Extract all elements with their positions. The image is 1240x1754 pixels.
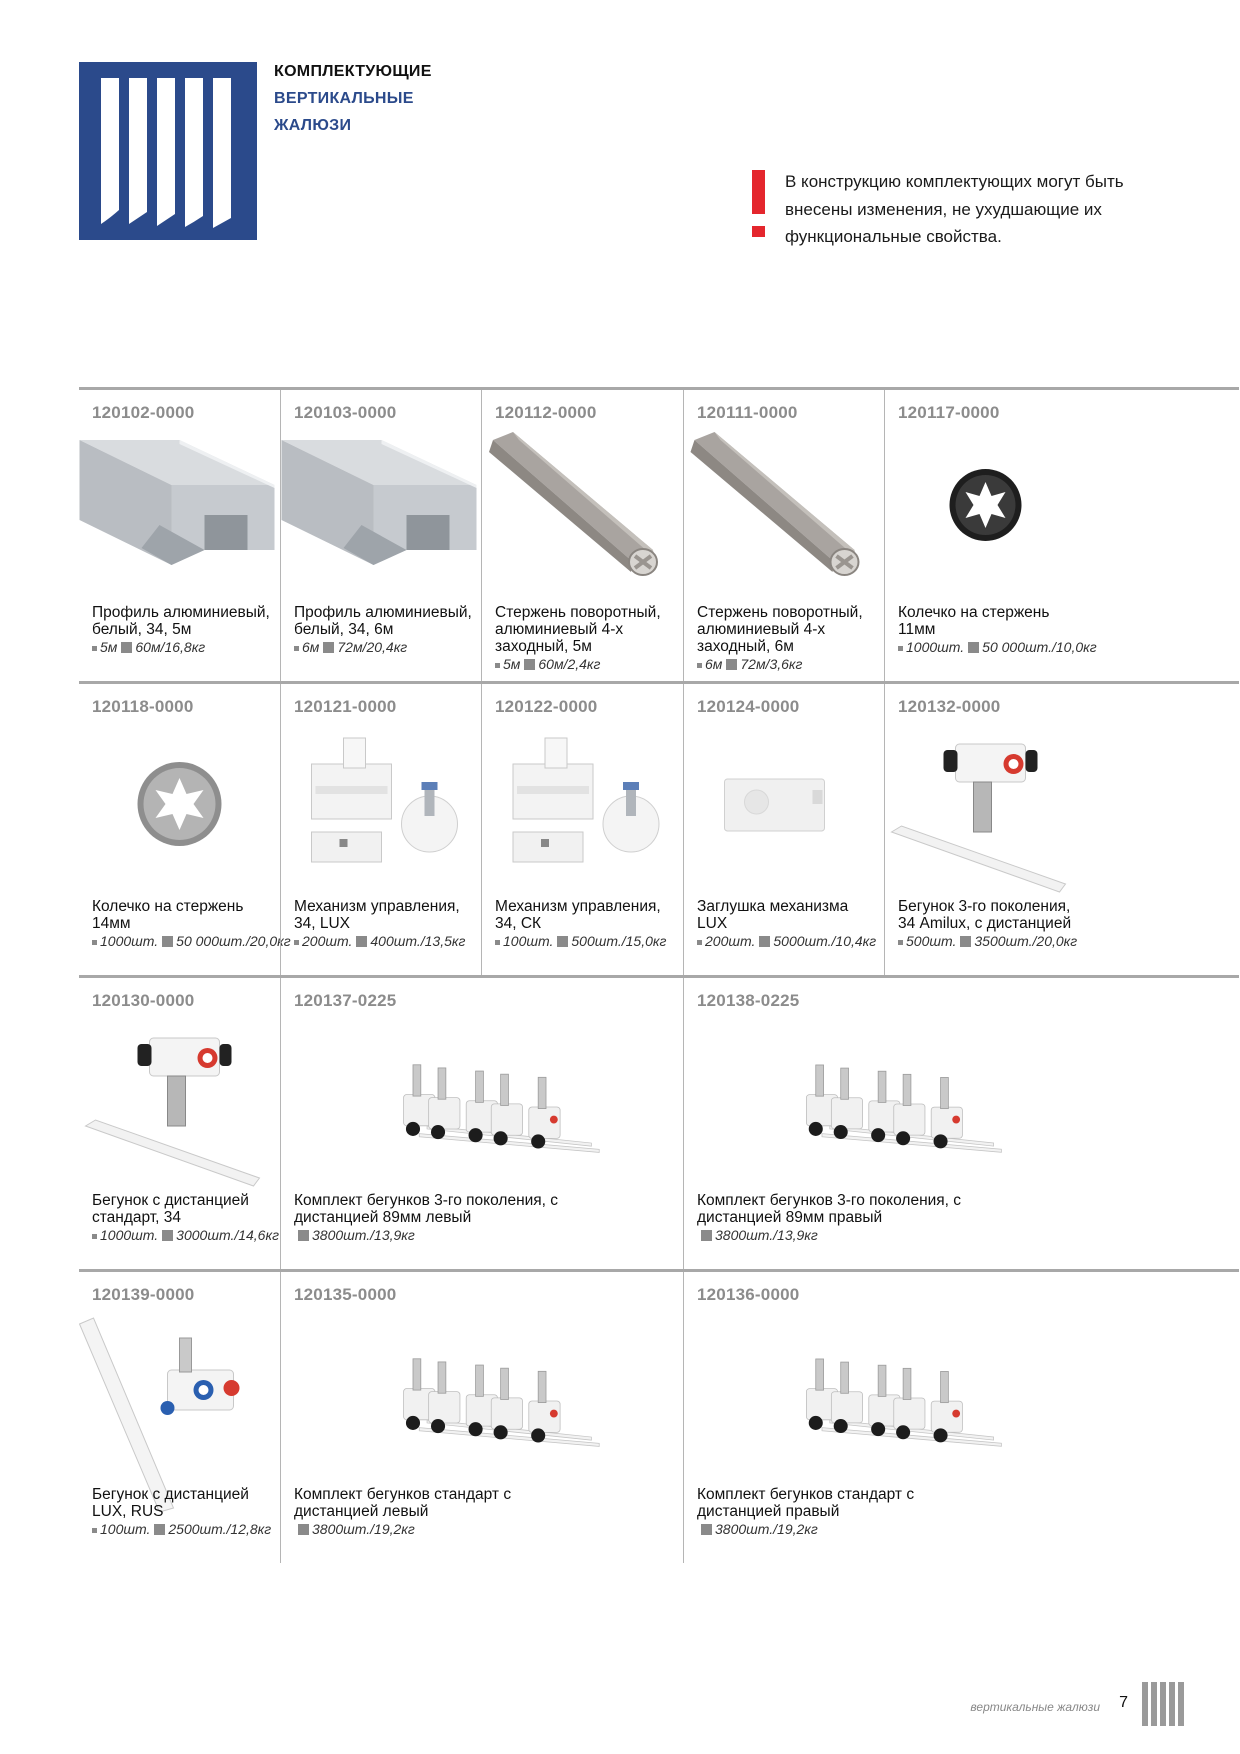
- unit-pack-value: 1000шт.: [100, 933, 159, 949]
- unit-pack-icon: [495, 663, 500, 668]
- product-card: [481, 390, 684, 681]
- box-pack-value: 60м/16,8кг: [135, 639, 206, 655]
- product-description: [697, 898, 881, 950]
- product-name: Комплект бегунков 3-го поколения, с дистанцией 89мм правый: [697, 1192, 962, 1226]
- blinds-mark-icon: [1142, 1682, 1186, 1728]
- control-mechanism-image: [482, 724, 684, 924]
- product-card: [683, 390, 885, 681]
- box-pack-value: 3800шт./13,9кг: [715, 1227, 818, 1243]
- unit-pack-icon: [495, 940, 500, 945]
- box-pack-icon: [968, 642, 979, 653]
- box-pack-icon: [298, 1524, 309, 1535]
- packaging-info: [495, 656, 680, 673]
- box-pack-value: 50 000шт./10,0кг: [982, 639, 1097, 655]
- product-name: Профиль алюминиевый, белый, 34, 6м: [294, 604, 472, 638]
- box-pack-value: 60м/2,4кг: [538, 656, 601, 672]
- product-name: Колечко на стержень 11мм: [898, 604, 1050, 638]
- unit-pack-value: 5м: [503, 656, 521, 672]
- box-pack-icon: [557, 936, 568, 947]
- product-name: Колечко на стержень 14мм: [92, 898, 244, 932]
- box-pack-icon: [701, 1230, 712, 1241]
- carrier-set-image: [744, 1312, 1056, 1512]
- product-description: [294, 898, 478, 950]
- product-name: Комплект бегунков 3-го поколения, с дистанцией 89мм левый: [294, 1192, 559, 1226]
- product-code: 120135-0000: [294, 1285, 397, 1304]
- unit-pack-icon: [92, 940, 97, 945]
- unit-pack-value: 200шт.: [705, 933, 756, 949]
- product-description: [697, 1486, 1082, 1538]
- box-pack-value: 72м/3,6кг: [740, 656, 803, 672]
- unit-pack-icon: [294, 646, 299, 651]
- product-card: [683, 684, 885, 975]
- product-code: 120124-0000: [697, 697, 800, 716]
- catalog-title: [274, 58, 432, 139]
- notice-accent-bar: [752, 170, 765, 214]
- product-code: 120136-0000: [697, 1285, 800, 1304]
- product-code: 120117-0000: [898, 403, 1000, 422]
- notice-block: [752, 168, 1192, 251]
- product-card: [884, 684, 1086, 975]
- product-code: 120102-0000: [92, 403, 195, 422]
- product-card: [79, 1272, 280, 1563]
- end-cap-image: [684, 724, 885, 924]
- box-pack-value: 72м/20,4кг: [337, 639, 408, 655]
- product-code: 120137-0225: [294, 991, 397, 1010]
- product-name: Механизм управления, 34, LUX: [294, 898, 460, 932]
- unit-pack-icon: [92, 646, 97, 651]
- product-card: [79, 978, 280, 1269]
- packaging-info: [294, 1521, 680, 1538]
- vertical-blinds-logo-icon: [79, 62, 257, 240]
- product-row: [79, 1269, 1239, 1563]
- packaging-info: [697, 933, 881, 950]
- box-pack-value: 3800шт./13,9кг: [312, 1227, 415, 1243]
- aluminium-profile-image: [79, 430, 280, 630]
- product-code: 120139-0000: [92, 1285, 195, 1304]
- box-pack-icon: [298, 1230, 309, 1241]
- carrier-with-spacer-image: [79, 1018, 280, 1218]
- unit-pack-value: 6м: [705, 656, 723, 672]
- notice-accent-square: [752, 226, 765, 237]
- product-description: [92, 898, 291, 950]
- unit-pack-icon: [697, 940, 702, 945]
- unit-pack-icon: [92, 1234, 97, 1239]
- product-row: [79, 681, 1239, 975]
- aluminium-profile-image: [281, 430, 482, 630]
- carrier-set-image: [341, 1312, 654, 1512]
- product-code: 120111-0000: [697, 403, 798, 422]
- product-description: [294, 1192, 680, 1244]
- title-line-3: ЖАЛЮЗИ: [274, 117, 352, 134]
- product-code: 120103-0000: [294, 403, 397, 422]
- product-card: [280, 390, 482, 681]
- title-line-1: КОМПЛЕКТУЮЩИЕ: [274, 63, 432, 80]
- black-ring-image: [885, 430, 1086, 630]
- product-description: [697, 1192, 1082, 1244]
- packaging-info: [294, 933, 478, 950]
- carrier-set-image: [744, 1018, 1056, 1218]
- product-name: Бегунок с дистанцией LUX, RUS: [92, 1486, 249, 1520]
- box-pack-icon: [356, 936, 367, 947]
- box-pack-value: 3800шт./19,2кг: [715, 1521, 818, 1537]
- unit-pack-icon: [898, 646, 903, 651]
- packaging-info: [495, 933, 680, 950]
- product-description: [898, 898, 1082, 950]
- box-pack-icon: [323, 642, 334, 653]
- product-code: 120121-0000: [294, 697, 397, 716]
- unit-pack-icon: [294, 940, 299, 945]
- rotating-rod-image: [482, 430, 684, 630]
- unit-pack-icon: [898, 940, 903, 945]
- box-pack-value: 50 000шт./20,0кг: [176, 933, 291, 949]
- product-description: [92, 604, 276, 656]
- metal-ring-image: [79, 724, 280, 924]
- product-description: [495, 604, 680, 673]
- product-name: Механизм управления, 34, СК: [495, 898, 661, 932]
- product-name: Стержень поворотный, алюминиевый 4-х заходный, 6м: [697, 604, 863, 655]
- product-description: [898, 604, 1097, 656]
- product-description: [495, 898, 680, 950]
- product-row: [79, 975, 1239, 1269]
- product-grid: [79, 387, 1239, 1563]
- packaging-info: [92, 639, 276, 656]
- product-code: 120122-0000: [495, 697, 598, 716]
- page-footer: [940, 1680, 1240, 1730]
- product-card: [79, 684, 291, 975]
- unit-pack-value: 1000шт.: [906, 639, 965, 655]
- packaging-info: [294, 1227, 680, 1244]
- unit-pack-value: 100шт.: [100, 1521, 151, 1537]
- product-card: [280, 1272, 684, 1563]
- product-card: [683, 1272, 1086, 1563]
- unit-pack-icon: [697, 663, 702, 668]
- box-pack-value: 3000шт./14,6кг: [176, 1227, 279, 1243]
- packaging-info: [92, 1227, 279, 1244]
- box-pack-value: 5000шт./10,4кг: [773, 933, 877, 949]
- control-mechanism-image: [281, 724, 482, 924]
- box-pack-icon: [524, 659, 535, 670]
- product-card: [481, 684, 684, 975]
- box-pack-icon: [960, 936, 971, 947]
- product-card: [683, 978, 1086, 1269]
- unit-pack-value: 6м: [302, 639, 320, 655]
- product-code: 120112-0000: [495, 403, 597, 422]
- box-pack-value: 400шт./13,5кг: [370, 933, 466, 949]
- product-name: Бегунок 3-го поколения, 34 Amilux, с дистанцией: [898, 898, 1072, 932]
- product-card: [79, 390, 280, 681]
- product-name: Комплект бегунков стандарт с дистанцией правый: [697, 1486, 915, 1520]
- box-pack-icon: [154, 1524, 165, 1535]
- box-pack-icon: [759, 936, 770, 947]
- product-description: [92, 1192, 279, 1244]
- packaging-info: [92, 1521, 276, 1538]
- packaging-info: [697, 1521, 1082, 1538]
- box-pack-icon: [726, 659, 737, 670]
- carrier-with-spacer-image: [885, 724, 1086, 924]
- unit-pack-value: 1000шт.: [100, 1227, 159, 1243]
- product-name: Стержень поворотный, алюминиевый 4-х заходный, 5м: [495, 604, 661, 655]
- page-number: 7: [1119, 1694, 1128, 1711]
- unit-pack-value: 100шт.: [503, 933, 554, 949]
- packaging-info: [92, 933, 291, 950]
- product-card: [280, 684, 482, 975]
- product-description: [697, 604, 881, 673]
- footer-section-title: вертикальные жалюзи: [970, 1700, 1100, 1714]
- product-name: Комплект бегунков стандарт с дистанцией левый: [294, 1486, 512, 1520]
- box-pack-value: 2500шт./12,8кг: [168, 1521, 272, 1537]
- box-pack-icon: [701, 1524, 712, 1535]
- product-code: 120118-0000: [92, 697, 194, 716]
- product-description: [294, 604, 478, 656]
- carrier-set-image: [341, 1018, 654, 1218]
- carrier-lux-image: [79, 1312, 280, 1512]
- box-pack-icon: [121, 642, 132, 653]
- unit-pack-value: 5м: [100, 639, 118, 655]
- unit-pack-icon: [92, 1528, 97, 1533]
- box-pack-icon: [162, 1230, 173, 1241]
- product-name: Заглушка механизма LUX: [697, 898, 849, 932]
- box-pack-value: 3800шт./19,2кг: [312, 1521, 415, 1537]
- product-card: [884, 390, 1097, 681]
- packaging-info: [898, 639, 1097, 656]
- packaging-info: [697, 1227, 1082, 1244]
- notice-text: В конструкцию комплектующих могут быть внесены изменения, не ухудшающие их функциональные свойства.: [785, 172, 1124, 246]
- unit-pack-value: 200шт.: [302, 933, 353, 949]
- product-code: 120132-0000: [898, 697, 1001, 716]
- packaging-info: [697, 656, 881, 673]
- product-code: 120138-0225: [697, 991, 800, 1010]
- product-card: [280, 978, 684, 1269]
- product-description: [294, 1486, 680, 1538]
- product-name: Профиль алюминиевый, белый, 34, 5м: [92, 604, 270, 638]
- product-row: [79, 387, 1239, 681]
- box-pack-value: 3500шт./20,0кг: [974, 933, 1078, 949]
- packaging-info: [898, 933, 1082, 950]
- title-line-2: ВЕРТИКАЛЬНЫЕ: [274, 90, 414, 107]
- rotating-rod-image: [684, 430, 885, 630]
- unit-pack-value: 500шт.: [906, 933, 957, 949]
- product-code: 120130-0000: [92, 991, 195, 1010]
- product-description: [92, 1486, 276, 1538]
- box-pack-icon: [162, 936, 173, 947]
- packaging-info: [294, 639, 478, 656]
- product-name: Бегунок с дистанцией стандарт, 34: [92, 1192, 249, 1226]
- box-pack-value: 500шт./15,0кг: [571, 933, 667, 949]
